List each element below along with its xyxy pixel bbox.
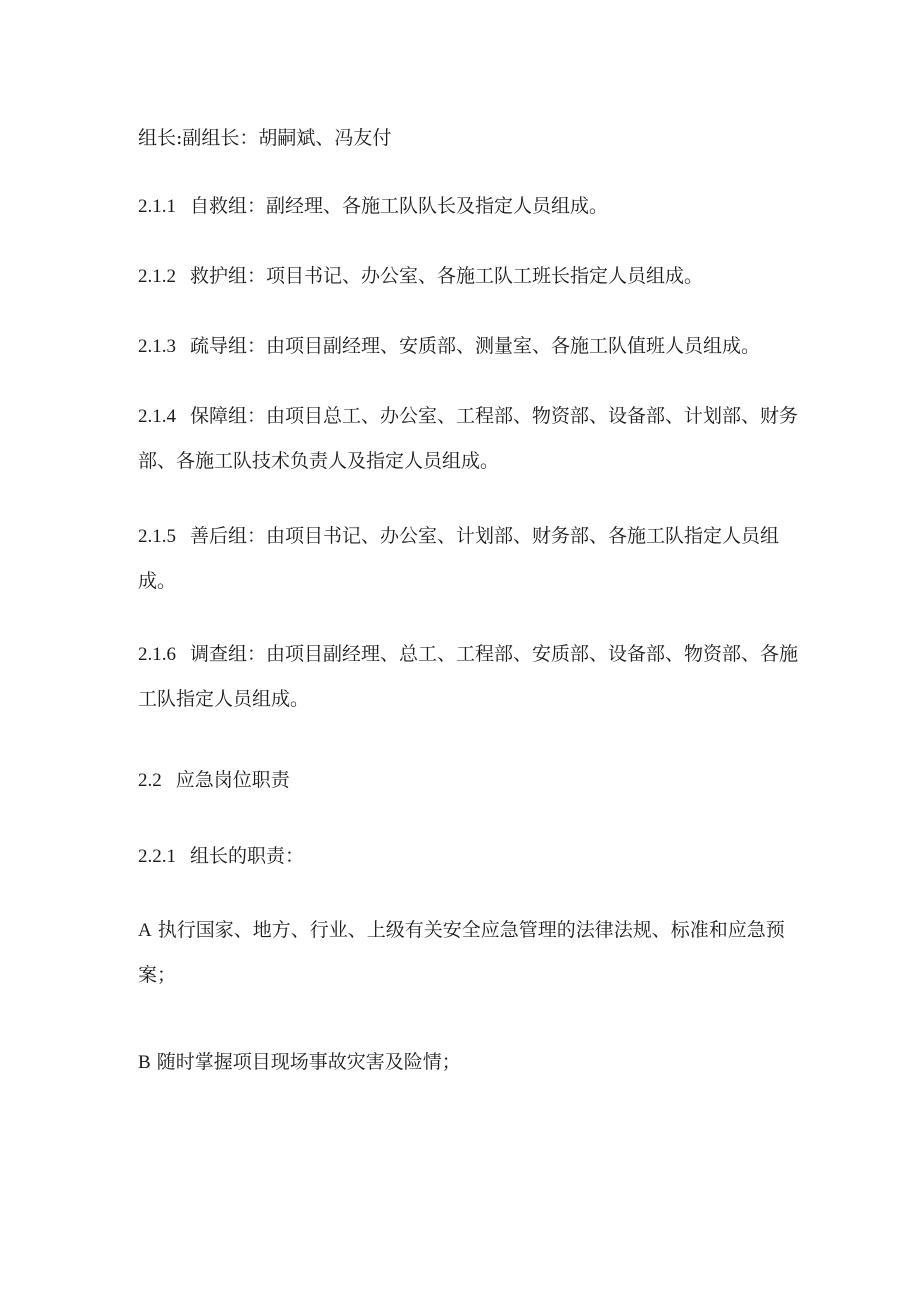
item-letter: A [138, 920, 152, 941]
item-b [138, 1040, 808, 1085]
paragraph-text: 执行国家、地方、行业、上级有关安全应急管理的法律法规、标准和应急预案； [138, 919, 785, 986]
leader-line [138, 116, 808, 160]
paragraph-text: 善后组：由项目书记、办公室、计划部、财务部、各施工队指定人员组成。 [138, 525, 780, 592]
section-2-1-2 [138, 254, 808, 299]
paragraph-text: 组长:副组长：胡嗣斌、冯友付 [138, 127, 392, 149]
paragraph-text: 组长的职责： [190, 845, 305, 867]
section-2-1-5 [138, 514, 808, 603]
section-number: 2.1.5 [138, 526, 176, 547]
section-2-1-6 [138, 632, 808, 721]
paragraph-text: 保障组：由项目总工、办公室、工程部、物资部、设备部、计划部、财务部、各施工队技术负责人及指定人员组成。 [138, 405, 799, 472]
section-2-2 [138, 758, 808, 803]
paragraph-text: 随时掌握项目现场事故灾害及险情； [156, 1051, 461, 1073]
section-2-1-3 [138, 324, 808, 369]
section-2-1-4 [138, 394, 808, 483]
section-number: 2.1.3 [138, 336, 176, 357]
section-2-2-1 [138, 834, 808, 879]
paragraph-text: 救护组：项目书记、办公室、各施工队工班长指定人员组成。 [190, 265, 704, 287]
item-a [138, 908, 808, 997]
section-number: 2.2.1 [138, 846, 176, 867]
section-number: 2.1.6 [138, 644, 176, 665]
section-2-1-1 [138, 184, 808, 229]
paragraph-text: 应急岗位职责 [175, 769, 290, 791]
paragraph-text: 疏导组：由项目副经理、安质部、测量室、各施工队值班人员组成。 [190, 335, 761, 357]
section-number: 2.1.2 [138, 266, 176, 287]
item-letter: B [138, 1052, 151, 1073]
section-number: 2.2 [138, 770, 162, 791]
paragraph-text: 调查组：由项目副经理、总工、工程部、安质部、设备部、物资部、各施工队指定人员组成。 [138, 643, 799, 710]
section-number: 2.1.4 [138, 406, 176, 427]
paragraph-text: 自救组：副经理、各施工队队长及指定人员组成。 [190, 195, 609, 217]
section-number: 2.1.1 [138, 196, 176, 217]
